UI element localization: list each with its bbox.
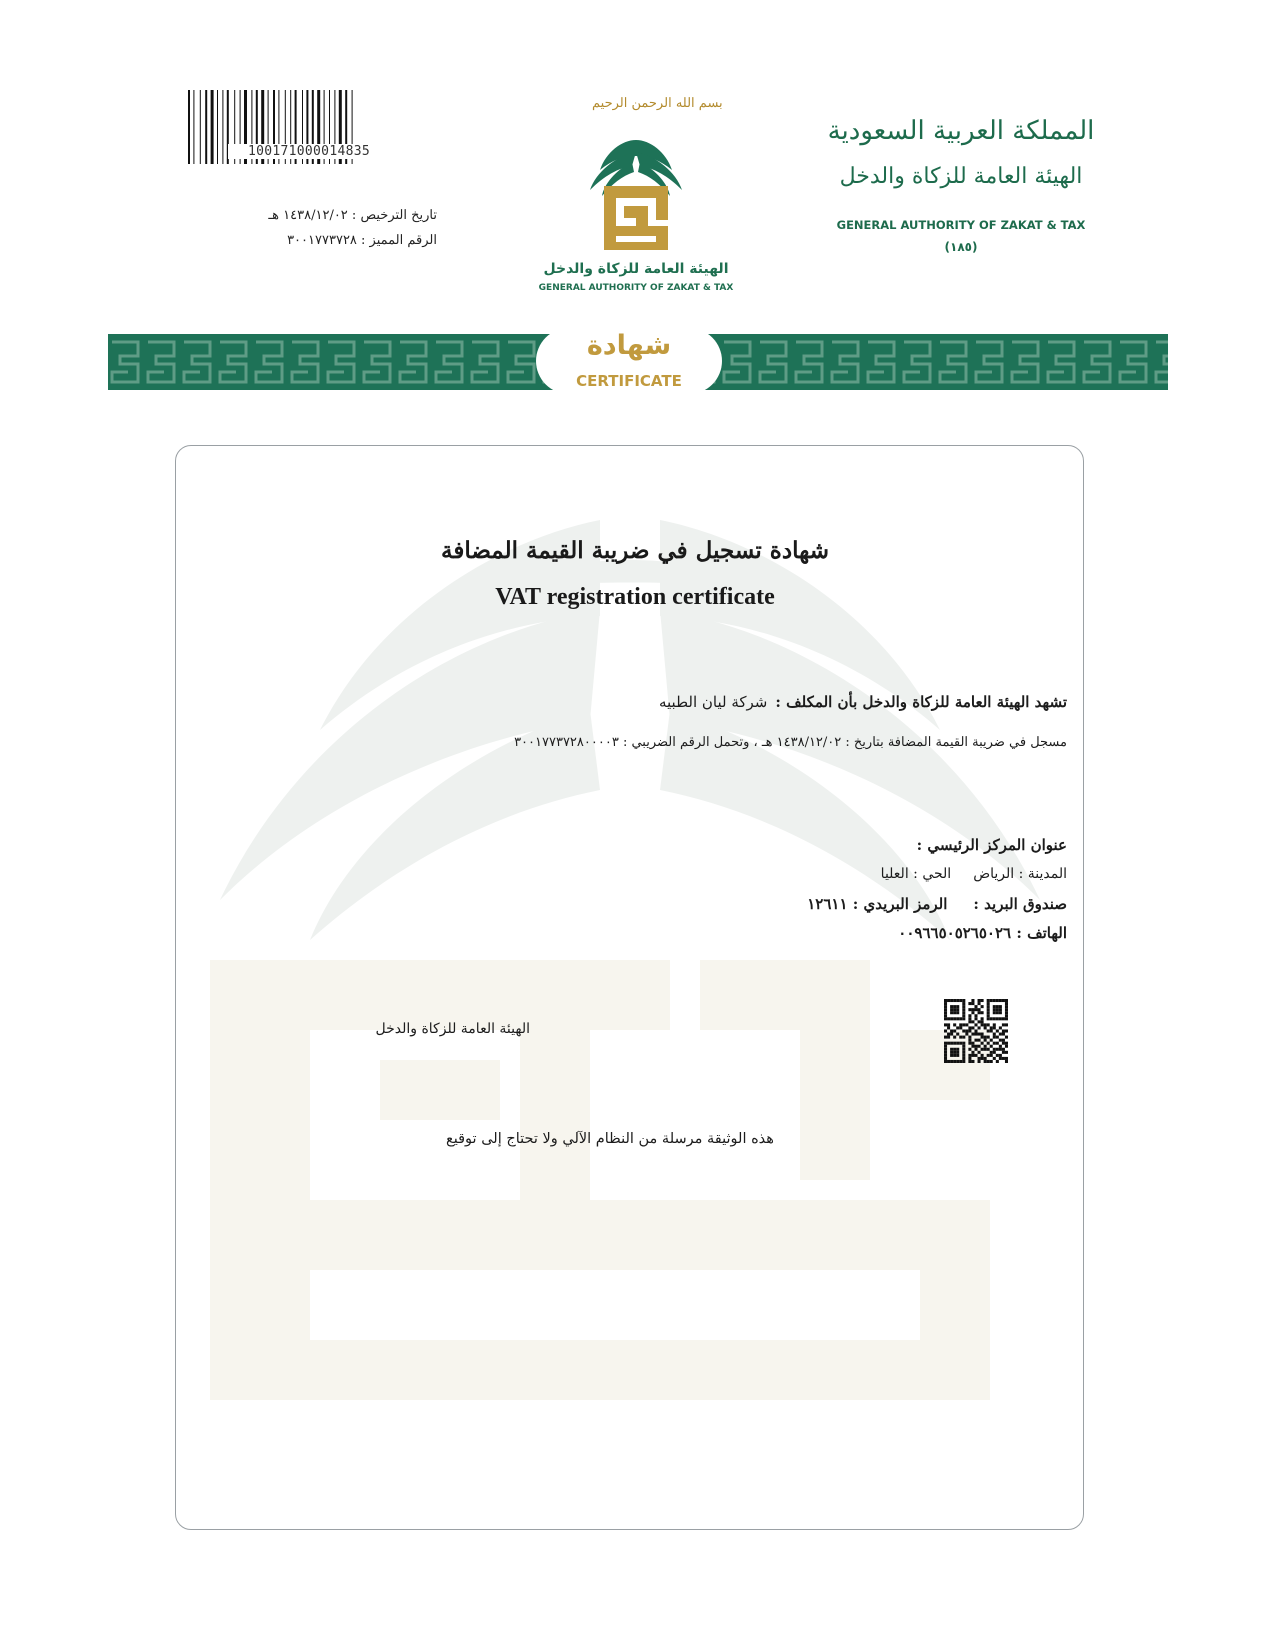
attestation-line — [659, 693, 1067, 711]
banner-title-english: CERTIFICATE — [576, 372, 682, 390]
authority-name-english: GENERAL AUTHORITY OF ZAKAT & TAX — [836, 218, 1086, 232]
authority-code: (١٨٥) — [944, 240, 978, 254]
city: المدينة : الرياض — [973, 866, 1067, 882]
taxpayer-name: شركة ليان الطبيه — [658, 693, 768, 711]
watermark-logo-icon — [200, 500, 1060, 1500]
qr-code-icon — [944, 999, 1008, 1063]
barcode-number: 100171000014835 — [228, 144, 390, 159]
banner-title-arabic: شهادة — [586, 330, 672, 361]
center-logo-english: GENERAL AUTHORITY OF ZAKAT & TAX — [538, 283, 734, 293]
certificate-title-arabic: شهادة تسجيل في ضريبة القيمة المضافة — [441, 537, 829, 564]
phone: الهاتف : ٠٠٩٦٦٥٠٥٢٦٥٠٢٦ — [898, 924, 1067, 942]
certificate-title-english: VAT registration certificate — [495, 584, 775, 610]
automated-note: هذه الوثيقة مرسلة من النظام الآلي ولا تحتاج إلى توقيع — [446, 1131, 774, 1147]
attestation-label: تشهد الهيئة العامة للزكاة والدخل بأن المكلف : — [775, 693, 1067, 711]
basmala: بسم الله الرحمن الرحيم — [592, 96, 723, 111]
unique-number: الرقم المميز : ٣٠٠١٧٧٣٧٢٨ — [287, 233, 437, 248]
authority-name-arabic: الهيئة العامة للزكاة والدخل — [839, 164, 1083, 189]
district: الحي : العليا — [880, 866, 952, 882]
center-logo-arabic: الهيئة العامة للزكاة والدخل — [543, 261, 729, 277]
city-district-line — [881, 866, 1067, 882]
zakat-palm-logo-icon — [574, 130, 698, 254]
postal-code: الرمز البريدي : ١٢٦١١ — [807, 895, 948, 913]
license-date: تاريخ الترخيص : ١٤٣٨/١٢/٠٢ هـ — [268, 208, 437, 223]
kingdom-name-arabic: المملكة العربية السعودية — [827, 116, 1095, 146]
issuer-name: الهيئة العامة للزكاة والدخل — [375, 1021, 530, 1037]
registration-details: مسجل في ضريبة القيمة المضافة بتاريخ : ١٤٣٨/١٢/٠٢ هـ ، وتحمل الرقم الضريبي : ٣٠٠١٧٧٣٧٢٨٠٠٠٠٣ — [514, 735, 1067, 750]
po-box-line — [807, 895, 1067, 913]
po-box: صندوق البريد : — [973, 895, 1067, 913]
headquarters-label: عنوان المركز الرئيسي : — [916, 836, 1067, 854]
